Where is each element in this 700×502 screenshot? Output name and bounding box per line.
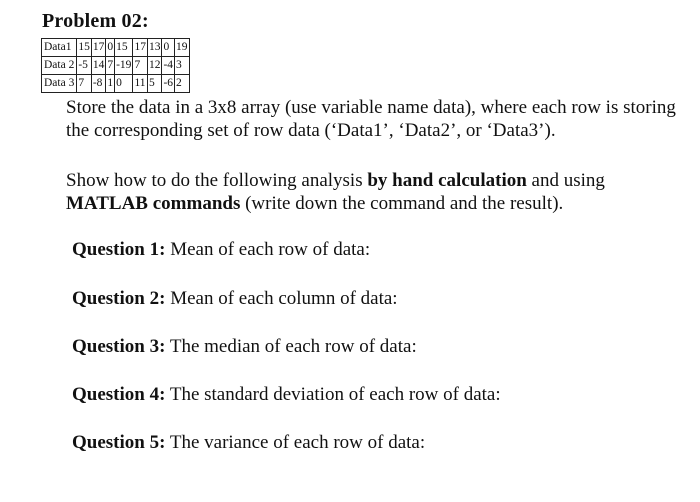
instruction-bold-text: by hand calculation (367, 170, 527, 191)
table-cell: 7 (133, 57, 148, 75)
row-label: Data1 (42, 39, 77, 57)
table-cell: 11 (133, 75, 148, 93)
table-cell: 5 (147, 75, 162, 93)
table-row (42, 39, 190, 57)
instruction-bold-text: MATLAB commands (66, 193, 241, 214)
table-row (42, 75, 190, 93)
table-cell: -5 (77, 57, 92, 75)
data-table (41, 38, 190, 93)
table-cell: 19 (175, 39, 190, 57)
question-2 (72, 288, 398, 310)
table-cell: 14 (91, 57, 106, 75)
table-cell: 17 (133, 39, 148, 57)
table-cell: -8 (91, 75, 106, 93)
question-4 (72, 384, 501, 406)
question-1 (72, 239, 370, 261)
instruction-text: (write down the command and the result). (240, 193, 564, 214)
table-cell: -6 (162, 75, 175, 93)
table-cell: 0 (106, 39, 115, 57)
question-text: The median of each row of data: (165, 336, 417, 357)
table-cell: -19 (115, 57, 133, 75)
question-label: Question 4: (72, 384, 166, 405)
question-label: Question 3: (72, 336, 166, 357)
question-label: Question 5: (72, 432, 166, 453)
question-text: Mean of each row of data: (165, 239, 371, 260)
table-cell: 0 (115, 75, 133, 93)
table-cell: 15 (115, 39, 133, 57)
table-cell: 17 (91, 39, 106, 57)
table-cell: 3 (175, 57, 190, 75)
question-text: Mean of each column of data: (165, 288, 398, 309)
question-text: The standard deviation of each row of data: (165, 384, 501, 405)
table-cell: 12 (147, 57, 162, 75)
instruction-text: Show how to do the following analysis (66, 170, 368, 191)
question-label: Question 2: (72, 288, 166, 309)
table-cell: 15 (77, 39, 92, 57)
problem-title: Problem 02: (42, 10, 149, 32)
table-cell: 1 (106, 75, 115, 93)
table-cell: 2 (175, 75, 190, 93)
table-cell: 0 (162, 39, 175, 57)
row-label: Data 3 (42, 75, 77, 93)
question-3 (72, 336, 417, 358)
question-5 (72, 432, 425, 454)
table-cell: 7 (77, 75, 92, 93)
instructions-paragraph: Store the data in a 3x8 array (use variable name data), where each row is storing the corresponding set of row data (‘Data1’, ‘Data2’, or ‘Data3’). (66, 97, 676, 141)
table-cell: 13 (147, 39, 162, 57)
table-row (42, 57, 190, 75)
table-cell: 7 (106, 57, 115, 75)
question-text: The variance of each row of data: (165, 432, 426, 453)
instruction-text: and using (526, 170, 605, 191)
question-label: Question 1: (72, 239, 166, 260)
analysis-instructions (66, 169, 686, 215)
row-label: Data 2 (42, 57, 77, 75)
table-cell: -4 (162, 57, 175, 75)
